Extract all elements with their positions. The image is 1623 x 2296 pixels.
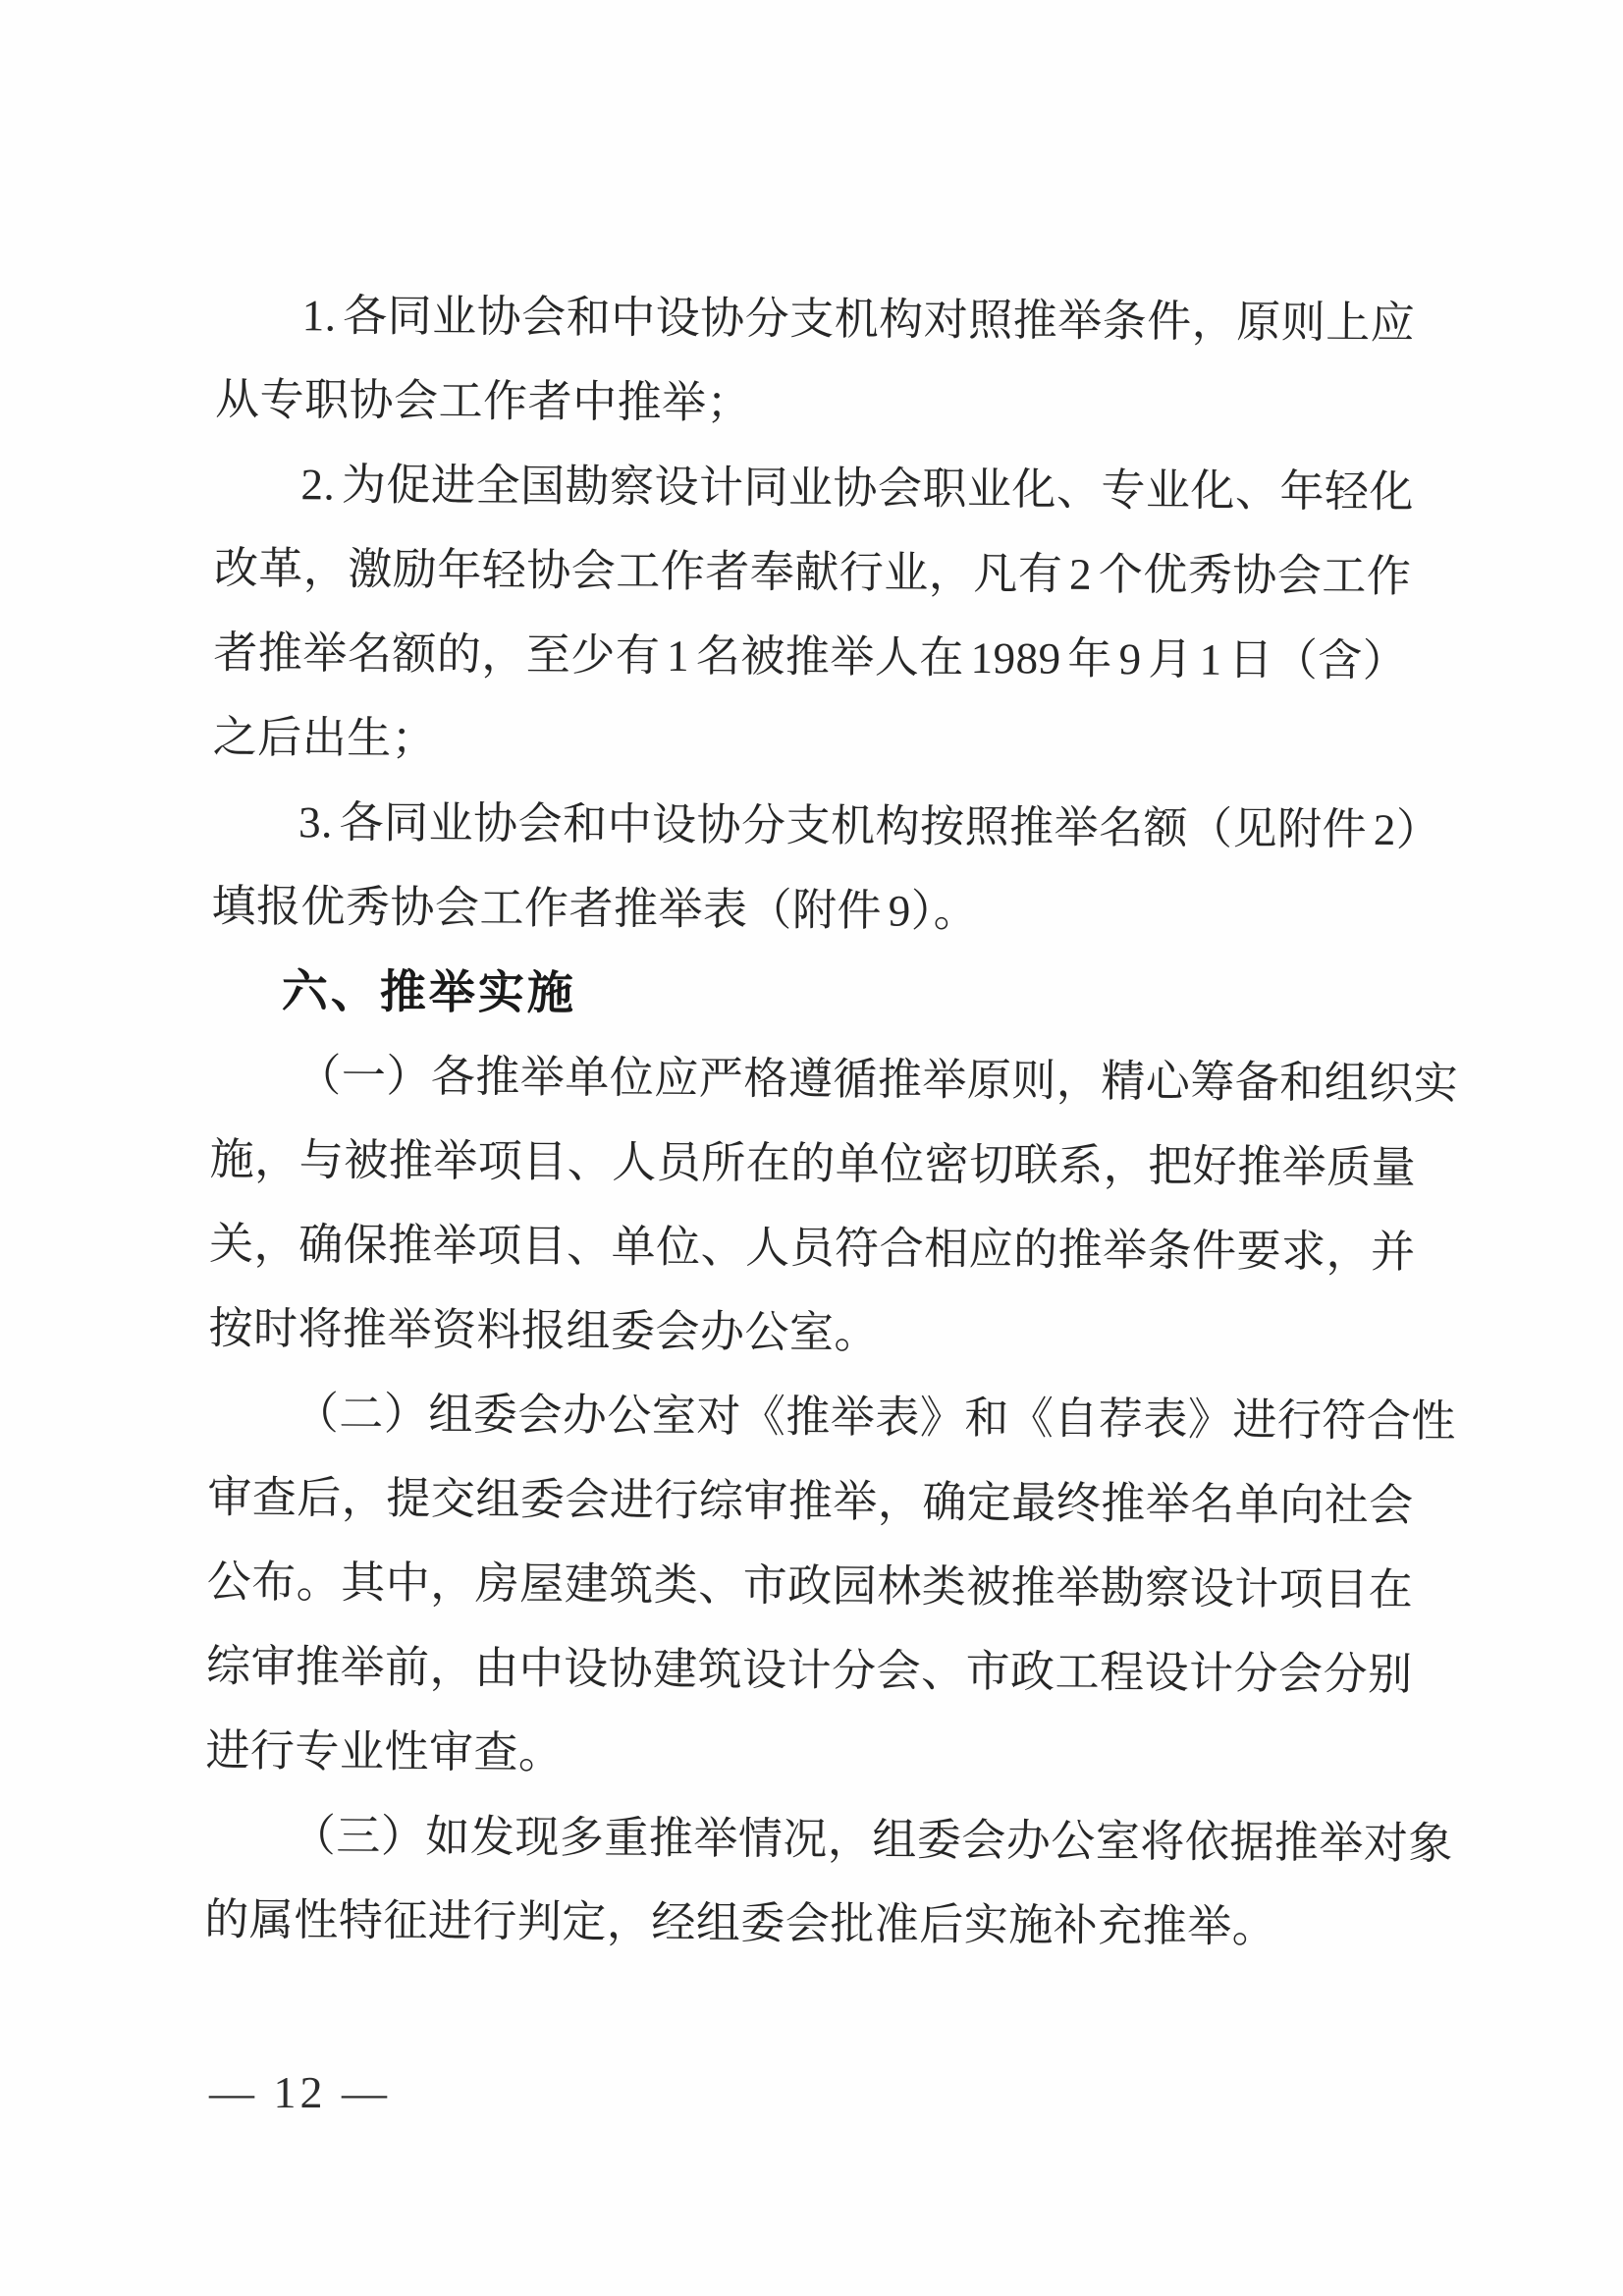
text-line-content: 公布。其中，房屋建筑类、市政园林类被推举勘察设计项目在 xyxy=(206,1557,1414,1615)
text-line xyxy=(213,611,1436,704)
text-line-content: 审查后，提交组委会进行综审推举，确定最终推举名单向社会 xyxy=(207,1472,1414,1531)
text-line-content: 3. 各同业协会和中设协分支机构按照推举名额（见附件 2） xyxy=(298,797,1441,855)
text-line xyxy=(205,1793,1454,1886)
text-line-content: （二）组委会办公室对《推举表》和《自荐表》进行符合性 xyxy=(294,1389,1457,1447)
text-line xyxy=(208,1286,1432,1380)
document-body xyxy=(204,273,1459,1971)
text-line-content: 1. 各同业协会和中设协分支机构对照推举条件，原则上应 xyxy=(301,291,1416,349)
text-line xyxy=(211,864,1434,957)
text-line-content: （一）各推举单位应严格遵循推举原则，精心筹备和组织实 xyxy=(297,1051,1459,1109)
text-line xyxy=(207,1455,1431,1549)
text-line-content: 改革，激励年轻协会工作者奉献行业，凡有 2 个优秀协会工作 xyxy=(213,543,1412,602)
text-line xyxy=(215,273,1438,366)
text-line xyxy=(209,1202,1433,1295)
text-line xyxy=(206,1624,1430,1718)
text-line-content: 之后出生； xyxy=(212,712,437,764)
text-line xyxy=(215,357,1438,451)
section-heading xyxy=(211,949,1434,1042)
page-number: — 12 — xyxy=(209,2067,391,2117)
text-line xyxy=(210,1033,1459,1126)
text-line-content: 按时将推举资料报组委会办公室。 xyxy=(208,1303,880,1358)
text-line xyxy=(212,780,1441,873)
text-line-content: 从专职协会工作者中推举； xyxy=(214,374,752,428)
text-line-content: 进行专业性审查。 xyxy=(205,1725,564,1778)
text-line xyxy=(212,695,1435,789)
text-line-content: 关，确保推举项目、单位、人员符合相应的推举条件要求，并 xyxy=(208,1219,1416,1278)
text-line xyxy=(209,1118,1433,1211)
text-line-content: 六、推举实施 xyxy=(281,964,577,1019)
text-line xyxy=(214,442,1437,535)
text-line-content: 施，与被推举项目、人员所在的单位密切联系，把好推举质量 xyxy=(209,1134,1417,1193)
page-footer xyxy=(209,2068,391,2117)
text-line-content: 2. 为促进全国勘察设计同业协会职业化、专业化、年轻化 xyxy=(300,460,1415,518)
text-line xyxy=(206,1540,1430,1633)
text-line xyxy=(204,1878,1428,1971)
text-line-content: 填报优秀协会工作者推举表（附件 9）。 xyxy=(211,881,979,937)
text-line xyxy=(205,1709,1429,1802)
text-line xyxy=(208,1371,1457,1464)
text-line-content: 综审推举前，由中设协建筑设计分会、市政工程设计分会分别 xyxy=(205,1641,1413,1700)
text-line xyxy=(214,526,1437,620)
text-line-content: 的属性特征进行判定，经组委会批准后实施补充推举。 xyxy=(204,1894,1277,1952)
text-line-content: 者推举名额的，至少有 1 名被推举人在 1989 年 9 月 1 日（含） xyxy=(213,628,1408,686)
text-line-content: （三）如发现多重推举情况，组委会办公室将依据推举对象 xyxy=(291,1811,1454,1869)
